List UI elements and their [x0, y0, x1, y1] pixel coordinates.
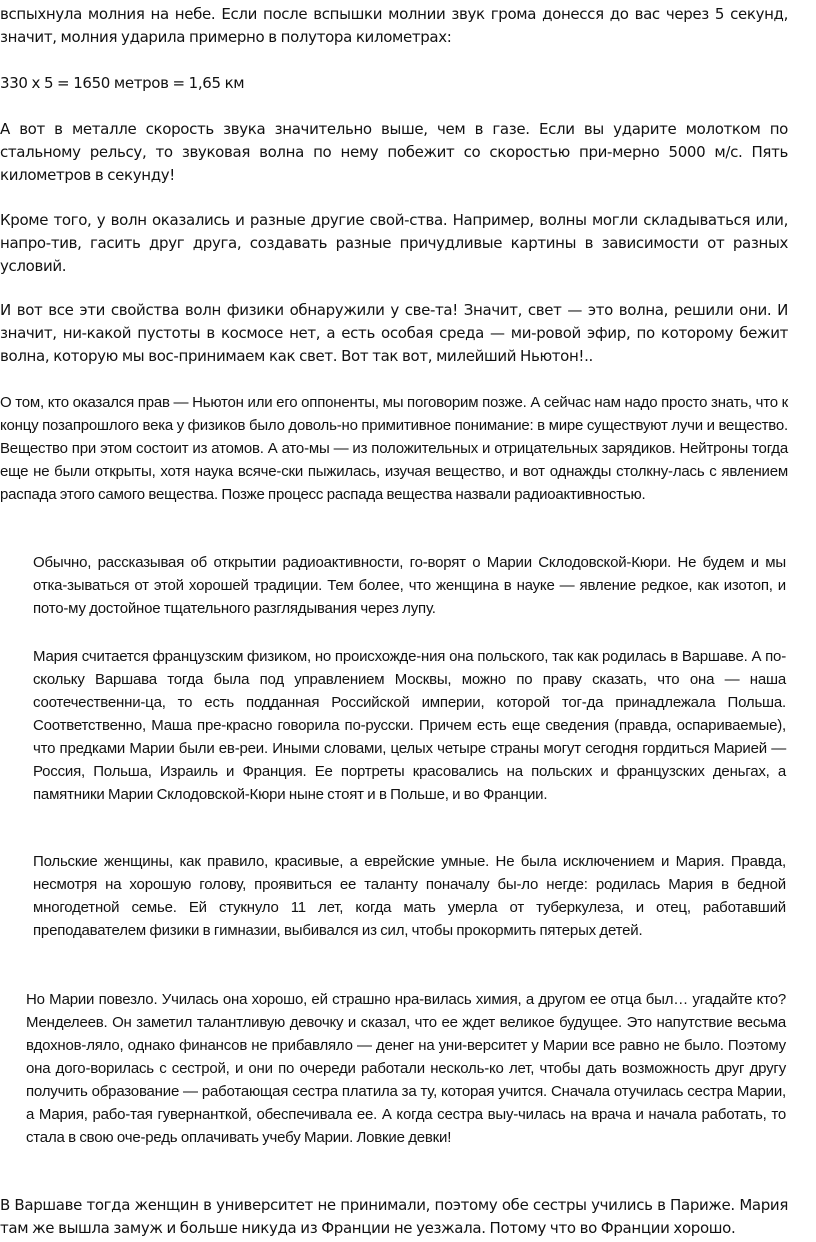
paragraph: Кроме того, у волн оказались и разные другие свой-ства. Например, волны могли складываться или, напро-тив, гасить друг друга, создавать разные причудливые картины в зависимости от разных условий.	[0, 211, 788, 275]
paragraph: И вот все эти свойства волн физики обнаружили у све-та! Значит, свет — это волна, решили они. И значит, ни-какой пустоты в космосе нет, а есть особая среда — ми-ровой эфир, по которому бежит волна, которую мы вос-принимаем как свет. Вот так вот, милейший Ньютон!..	[0, 301, 788, 365]
formula-paragraph: 330 x 5 = 1650 метров = 1,65 км	[0, 74, 245, 92]
indented-paragraph: Но Марии повезло. Училась она хорошо, ей страшно нра-вилась химия, а другом ее отца был… угадайте кто? Менделеев. Он заметил талантливую девочку и сказал, что ее ждет великое будущее. Это напутствие весьма вдохнов-ляло, однако финансов не прибавляло — денег на уни-верситет у Марии все равно не было. Поэтому она дого-ворилась с сестрой, и они по очереди работали несколь-ко лет, чтобы дать возможность друг другу получить образование — работающая сестра платила за ту, которая учится. Сначала отучилась сестра Марии, а Мария, рабо-тая гувернанткой, обеспечивала ее. А когда сестра выу-чилась на врача и начала работать, то стала в свою оче-редь оплачивать учебу Марии. Ловкие девки!	[26, 991, 786, 1146]
paragraph: вспыхнула молния на небе. Если после вспышки молнии звук грома донесся до вас через 5 секунд, значит, молния ударила примерно в полутора километрах:	[0, 5, 788, 46]
indented-paragraph: Мария считается французским физиком, но происхожде-ния она польского, так как родилась в Варшаве. А по-скольку Варшава тогда была под управлением Москвы, можно по праву сказать, что она — наша соотечественни-ца, то есть подданная Российской империи, которой тог-да принадлежала Польша. Соответственно, Маша пре-красно говорила по-русски. Причем есть еще сведения (правда, оспариваемые), что предками Марии были ев-реи. Иными словами, целых четыре страны могут сегодня гордиться Марией — Россия, Польша, Израиль и Франция. Ее портреты красовались на польских и французских деньгах, а памятники Марии Склодовской-Кюри ныне стоят и в Польше, и во Франции.	[33, 648, 786, 803]
paragraph: А вот в металле скорость звука значительно выше, чем в газе. Если вы ударите молотком по стальному рельсу, то звуковая волна по нему побежит со скоростью при-мерно 5000 м/с. Пять километров в секунду!	[0, 120, 788, 184]
indented-paragraph: Обычно, рассказывая об открытии радиоактивности, го-ворят о Марии Склодовской-Кюри. Не будем и мы отка-зываться от этой хорошей традиции. Тем более, что женщина в науке — явление редкое, как изотоп, и пото-му достойное тщательного разглядывания через лупу.	[33, 554, 786, 617]
paragraph: В Варшаве тогда женщин в университет не принимали, поэтому обе сестры учились в Париже. Мария там же вышла замуж и больше никуда из Франции не уезжала. Потому что во Франции хорошо.	[0, 1196, 788, 1237]
indented-paragraph: Польские женщины, как правило, красивые, а еврейские умные. Не была исключением и Мария. Правда, несмотря на хорошую голову, проявиться ее таланту поначалу бы-ло негде: родилась Мария в бедной многодетной семье. Ей стукнуло 11 лет, когда мать умерла от туберкулеза, и отец, работавший преподавателем физики в гимназии, выбивался из сил, чтобы прокормить пятерых детей.	[33, 853, 786, 939]
paragraph: О том, кто оказался прав — Ньютон или его оппоненты, мы поговорим позже. А сейчас нам надо просто знать, что к концу позапрошлого века у физиков было доволь-но примитивное понимание: в мире существуют лучи и вещество. Вещество при этом состоит из атомов. А ато-мы — из положительных и отрицательных зарядиков. Нейтроны тогда еще не были открыты, хотя наука всяче-ски пыжилась, изучая вещество, и вот однажды столкну-лась с явлением распада этого самого вещества. Позже процесс распада вещества назвали радиоактивностью.	[0, 394, 788, 503]
